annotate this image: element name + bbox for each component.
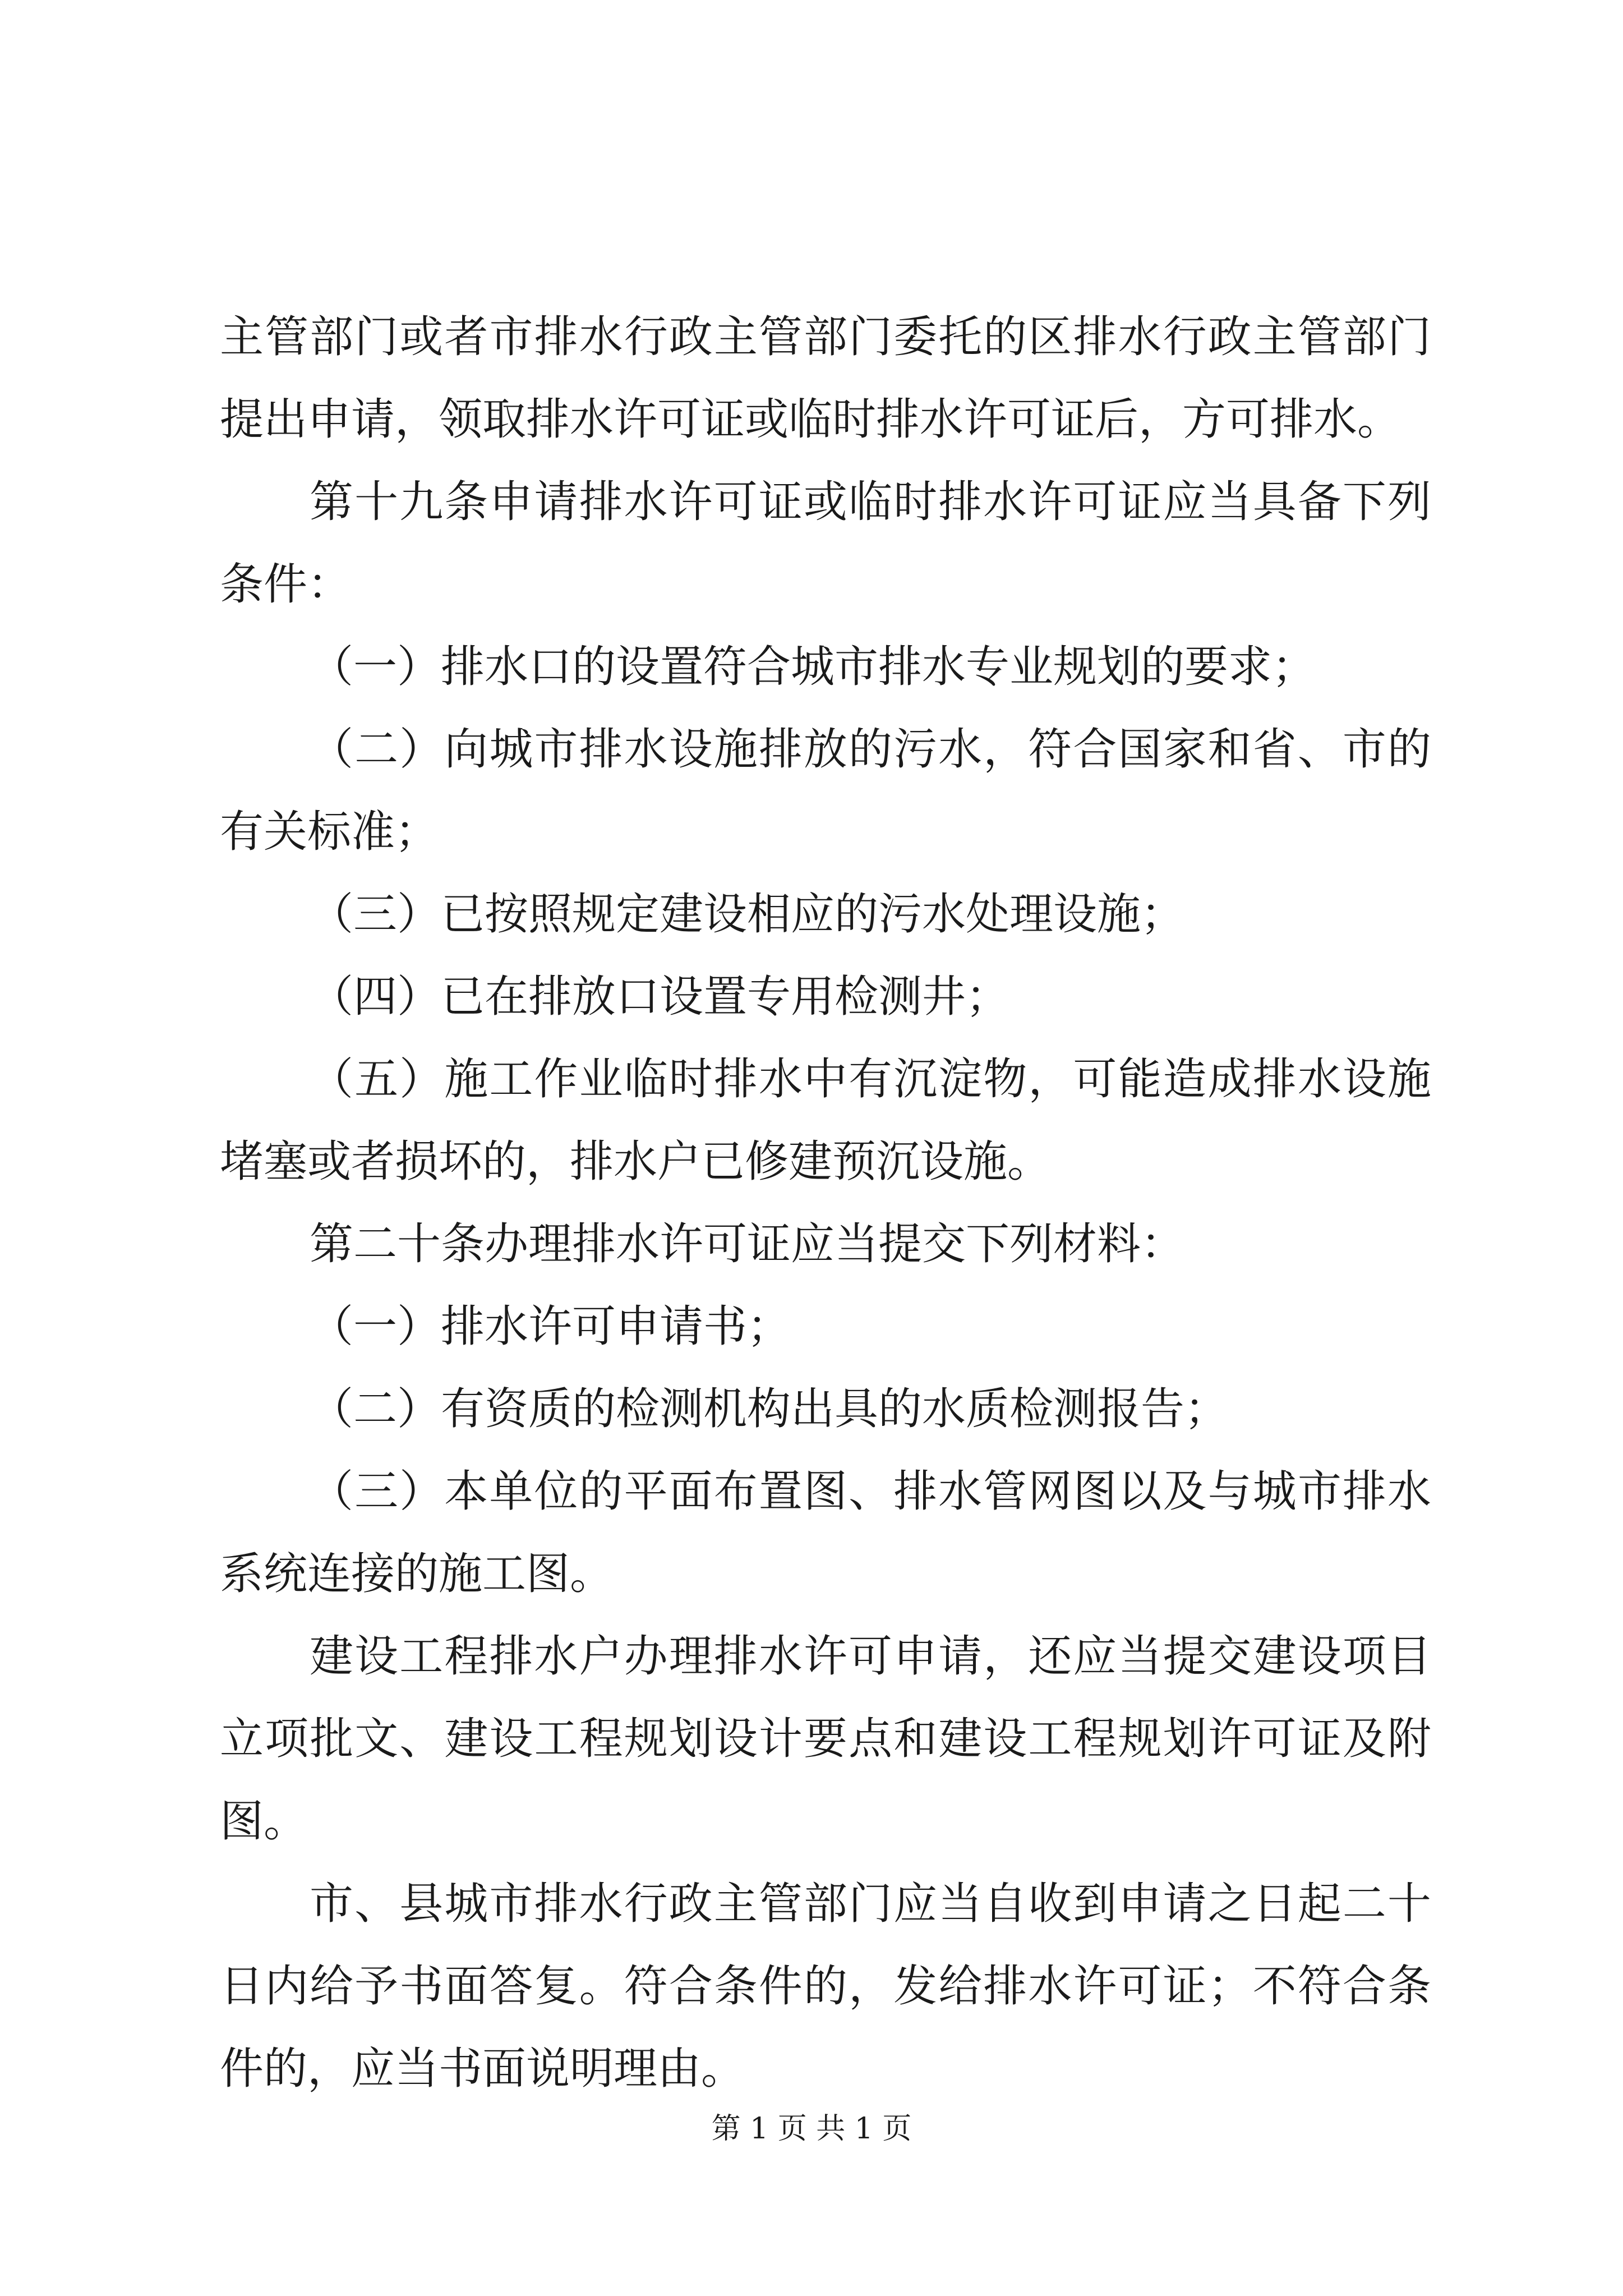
list-item-condition-2: （二）向城市排水设施排放的污水，符合国家和省、市的有关标准； <box>220 724 1431 857</box>
list-item-condition-4: （四）已在排放口设置专用检测井； <box>310 972 1010 1022</box>
paragraph-article-20: 第二十条办理排水许可证应当提交下列材料： <box>310 1219 1185 1269</box>
list-item-material-2: （二）有资质的检测机构出具的水质检测报告； <box>310 1384 1229 1434</box>
paragraph-article-19: 第十九条申请排水许可证或临时排水许可证应当具备下列条件： <box>220 477 1431 610</box>
list-item-condition-5: （五）施工作业临时排水中有沉淀物，可能造成排水设施堵塞或者损坏的，排水户已修建预沉设施。 <box>220 1054 1431 1187</box>
list-item-condition-1: （一）排水口的设置符合城市排水专业规划的要求； <box>310 642 1316 692</box>
list-item-condition-3: （三）已按照规定建设相应的污水处理设施； <box>310 889 1185 940</box>
list-item-material-1: （一）排水许可申请书； <box>310 1301 791 1352</box>
document-body <box>220 296 1431 2110</box>
paragraph-continuation: 主管部门或者市排水行政主管部门委托的区排水行政主管部门提出申请，领取排水许可证或临时排水许可证后，方可排水。 <box>220 312 1431 445</box>
list-item-material-3: （三）本单位的平面布置图、排水管网图以及与城市排水系统连接的施工图。 <box>220 1466 1431 1599</box>
page-footer: 第 1 页 共 1 页 <box>711 2112 912 2146</box>
paragraph-reply-deadline: 市、县城市排水行政主管部门应当自收到申请之日起二十日内给予书面答复。符合条件的，发给排水许可证；不符合条件的，应当书面说明理由。 <box>220 1879 1431 2094</box>
paragraph-construction-projects: 建设工程排水户办理排水许可申请，还应当提交建设项目立项批文、建设工程规划设计要点和建设工程规划许可证及附图。 <box>220 1631 1431 1847</box>
